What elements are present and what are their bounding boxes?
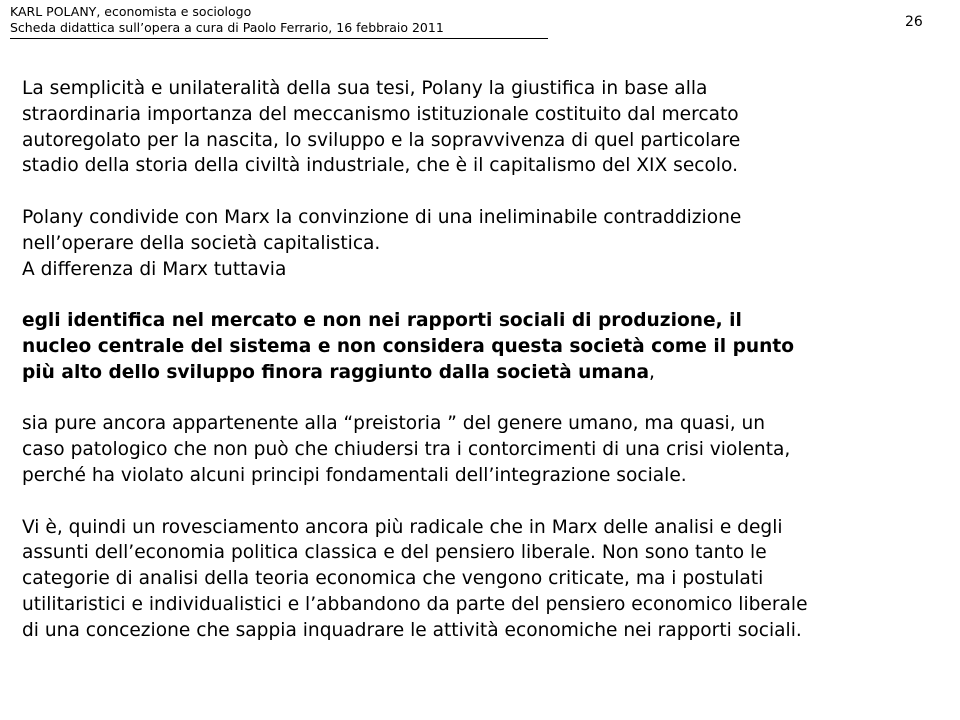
text-line: A differenza di Marx tuttavia — [22, 258, 287, 280]
document-body — [22, 76, 947, 644]
paragraph-1 — [22, 76, 947, 179]
text-line: La semplicità e unilateralità della sua tesi, Polany la giustifica in base alla — [22, 78, 708, 99]
paragraph-3-emphasis — [22, 308, 947, 385]
header-subtitle: Scheda didattica sull’opera a cura di Paolo Ferrario, 16 febbraio 2011 — [10, 20, 444, 35]
bold-text-segment: più alto dello sviluppo finora raggiunto dalla società umana — [22, 361, 650, 383]
text-line: sia pure ancora appartenente alla “preistoria ” del genere umano, ma quasi, un — [22, 413, 766, 435]
text-line: di una concezione che sappia inquadrare le attività economiche nei rapporti sociali. — [22, 619, 802, 641]
text-line: categorie di analisi della teoria economica che vengono criticate, ma i postulati — [22, 568, 764, 590]
comma: , — [649, 361, 655, 383]
document-header — [10, 4, 548, 39]
header-title: KARL POLANY, economista e sociologo — [10, 4, 252, 19]
text-line: nell’operare della società capitalistica. — [22, 232, 381, 254]
bold-text-line: egli identifica nel mercato e non nei rapporti sociali di produzione, il — [22, 310, 742, 332]
text-line: Polany condivide con Marx la convinzione di una ineliminabile contraddizione — [22, 206, 742, 228]
paragraph-4 — [22, 411, 947, 488]
text-line: caso patologico che non può che chiudersi tra i contorcimenti di una crisi violenta, — [22, 439, 791, 461]
text-line: Vi è, quindi un rovesciamento ancora più radicale che in Marx delle analisi e degli — [22, 516, 783, 538]
paragraph-2 — [22, 205, 947, 282]
text-line: perché ha violato alcuni principi fondamentali dell’integrazione sociale. — [22, 464, 687, 486]
text-line: assunti dell’economia politica classica e del pensiero liberale. Non sono tanto le — [22, 542, 767, 564]
text-line: straordinaria importanza del meccanismo istituzionale costituito dal mercato — [22, 103, 739, 125]
text-line: utilitaristici e individualistici e l’abbandono da parte del pensiero economico liberale — [22, 593, 808, 615]
text-line: stadio della storia della civiltà industriale, che è il capitalismo del XIX secolo. — [22, 155, 738, 177]
text-line: autoregolato per la nascita, lo sviluppo e la sopravvivenza di quel particolare — [22, 129, 741, 151]
text-line — [22, 360, 947, 386]
page-number: 26 — [905, 14, 923, 30]
paragraph-5 — [22, 515, 947, 644]
bold-text-line: nucleo centrale del sistema e non considera questa società come il punto — [22, 335, 795, 357]
